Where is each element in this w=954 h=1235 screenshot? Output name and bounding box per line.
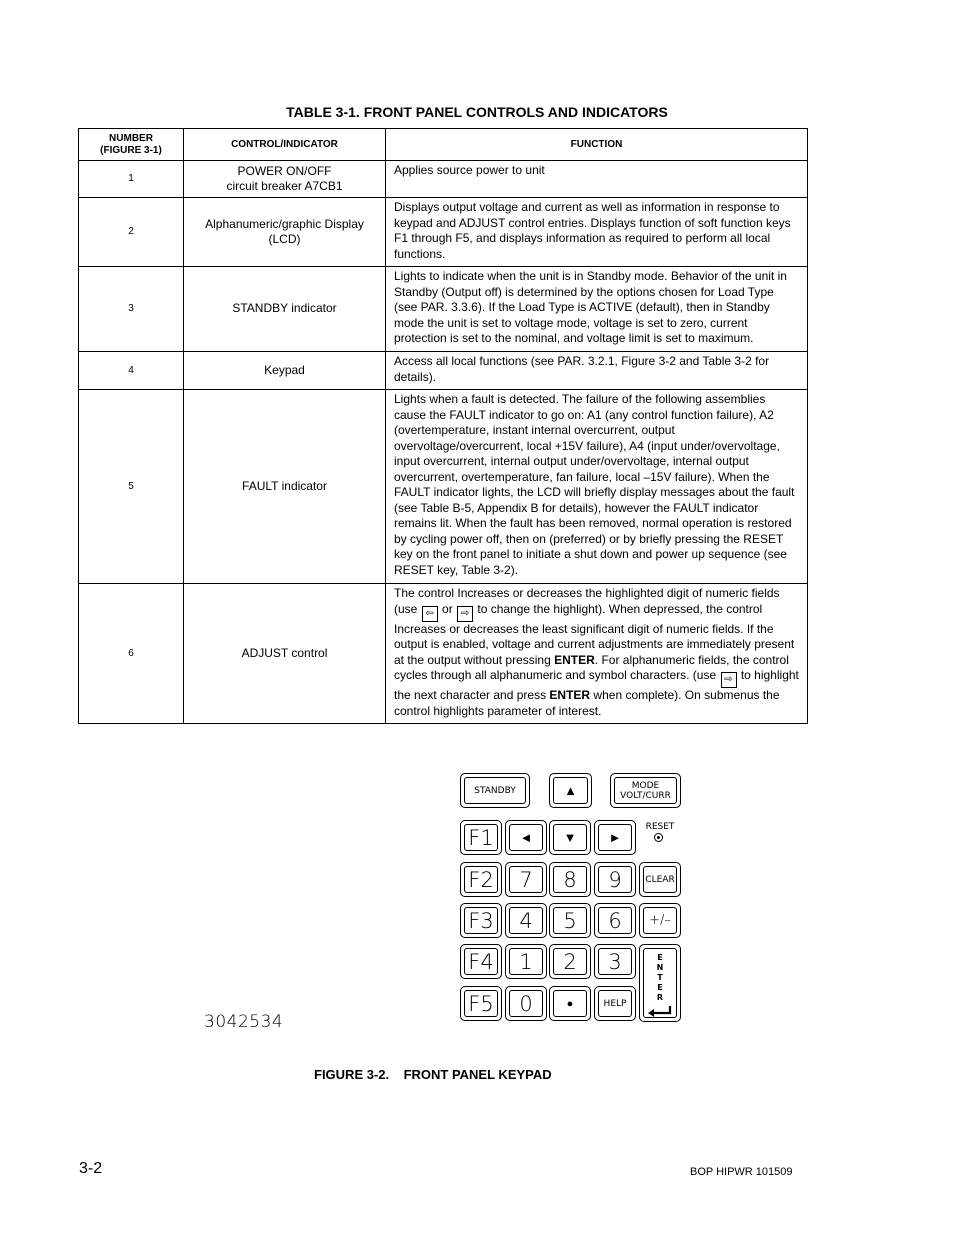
- header-function: FUNCTION: [386, 129, 808, 161]
- key-9[interactable]: 9: [594, 862, 636, 897]
- right-arrow-key-icon: ⇨: [457, 606, 473, 622]
- enter-key[interactable]: E N T E R: [639, 944, 681, 1022]
- reset-button-icon[interactable]: [654, 833, 663, 842]
- right-arrow-key[interactable]: [594, 820, 636, 855]
- key-3[interactable]: 3: [594, 944, 636, 979]
- table-title: TABLE 3-1. FRONT PANEL CONTROLS AND INDICATORS: [286, 104, 668, 120]
- table-row: [79, 584, 808, 724]
- row-function: Applies source power to unit: [386, 161, 808, 198]
- page-number: 3-2: [79, 1160, 103, 1177]
- figure-caption: FIGURE 3-2. FRONT PANEL KEYPAD: [314, 1067, 552, 1082]
- reset-label: RESET: [645, 822, 675, 832]
- table-row: [79, 198, 808, 267]
- table-header-row: [79, 129, 808, 161]
- enter-return-icon: [647, 1005, 673, 1017]
- row-function: The control Increases or decreases the highlighted digit of numeric fields (use ⇦ or ⇨ to change the highlight). When depressed, the control Increases or decreases the least significant digit of numeric fields. If the output is enabled, voltage and current adjustments are immediately present at the output without pressing ENTER. For alphanumeric fields, the control cycles through all alphanumeric and symbol characters. (use ⇨ to highlight the next character and press ENTER when complete). On submenus the control highlights parameter of interest.: [386, 584, 808, 724]
- document-id: BOP HIPWR 101509: [690, 1166, 793, 1178]
- controls-table: [78, 128, 808, 724]
- table-row: [79, 352, 808, 390]
- row-control: ADJUST control: [184, 584, 386, 724]
- table-row: [79, 267, 808, 352]
- clear-key[interactable]: CLEAR: [639, 862, 681, 897]
- key-5[interactable]: 5: [549, 903, 591, 938]
- header-number: NUMBER (FIGURE 3-1): [79, 129, 184, 161]
- row-function: Displays output voltage and current as well as information in response to keypad and ADJUST control entries. Displays function of soft function keys F1 through F5, and displays information as required to perform all local functions.: [386, 198, 808, 267]
- row-function: Access all local functions (see PAR. 3.2.1, Figure 3-2 and Table 3-2 for details).: [386, 352, 808, 390]
- f3-key[interactable]: F3: [460, 903, 502, 938]
- row-control: Alphanumeric/graphic Display (LCD): [184, 198, 386, 267]
- key-6[interactable]: 6: [594, 903, 636, 938]
- down-arrow-key[interactable]: [549, 820, 591, 855]
- key-7[interactable]: 7: [505, 862, 547, 897]
- help-key[interactable]: HELP: [594, 986, 636, 1021]
- decimal-point-key[interactable]: ●: [549, 986, 591, 1021]
- row-number: 6: [79, 584, 184, 724]
- f4-key[interactable]: F4: [460, 944, 502, 979]
- key-1[interactable]: 1: [505, 944, 547, 979]
- f5-key[interactable]: F5: [460, 986, 502, 1021]
- plus-minus-key[interactable]: +/–: [639, 903, 681, 938]
- left-arrow-key-icon: ⇦: [422, 606, 438, 622]
- row-control: FAULT indicator: [184, 390, 386, 584]
- row-number: 5: [79, 390, 184, 584]
- row-control: Keypad: [184, 352, 386, 390]
- key-4[interactable]: 4: [505, 903, 547, 938]
- header-control: CONTROL/INDICATOR: [184, 129, 386, 161]
- left-arrow-icon: ◄: [509, 824, 543, 851]
- row-control: POWER ON/OFF circuit breaker A7CB1: [184, 161, 386, 198]
- f2-key[interactable]: F2: [460, 862, 502, 897]
- row-number: 2: [79, 198, 184, 267]
- mode-volt-curr-key[interactable]: MODE VOLT/CURR: [610, 773, 681, 808]
- figure-code: 3042534: [204, 1012, 284, 1032]
- left-arrow-key[interactable]: [505, 820, 547, 855]
- row-control: STANDBY indicator: [184, 267, 386, 352]
- row-number: 1: [79, 161, 184, 198]
- key-2[interactable]: 2: [549, 944, 591, 979]
- down-arrow-icon: ▼: [553, 824, 587, 851]
- right-arrow-icon: ►: [598, 824, 632, 851]
- table-row: [79, 390, 808, 584]
- row-number: 4: [79, 352, 184, 390]
- row-function: Lights to indicate when the unit is in Standby mode. Behavior of the unit in Standby (Output off) is determined by the options chosen for Load Type (see PAR. 3.3.6). If the Load Type is ACTIVE (default), then in Standby mode the unit is set to voltage mode, voltage is set to zero, current protection is set to the nominal, and voltage limit is set to maximum.: [386, 267, 808, 352]
- key-0[interactable]: 0: [505, 986, 547, 1021]
- row-function: Lights when a fault is detected. The failure of the following assemblies cause the FAULT indicator to go on: A1 (any control function failure), A2 (overtemperature, instant internal overcurrent, output overvoltage/overcurrent, local +15V failure), A4 (input under/overvoltage, input overcurrent, internal output under/overvoltage, internal output overcurrent, overtemperature, fan failure, local –15V failure). When the FAULT indicator lights, the LCD will briefly display messages about the fault (see Table B-5, Appendix B for details), however the FAULT indicator remains lit. When the fault has been removed, normal operation is restored by cycling power off, then on (preferred) or by briefly pressing the RESET key on the front panel to initiate a shut down and power up sequence (see RESET key, Table 3-2).: [386, 390, 808, 584]
- row-number: 3: [79, 267, 184, 352]
- right-arrow-key-icon: ⇨: [721, 672, 737, 688]
- up-arrow-key[interactable]: [549, 773, 592, 808]
- f1-key[interactable]: F1: [460, 820, 502, 855]
- up-arrow-icon: ▲: [553, 777, 588, 804]
- table-row: [79, 161, 808, 198]
- key-8[interactable]: 8: [549, 862, 591, 897]
- standby-key[interactable]: STANDBY: [460, 773, 530, 808]
